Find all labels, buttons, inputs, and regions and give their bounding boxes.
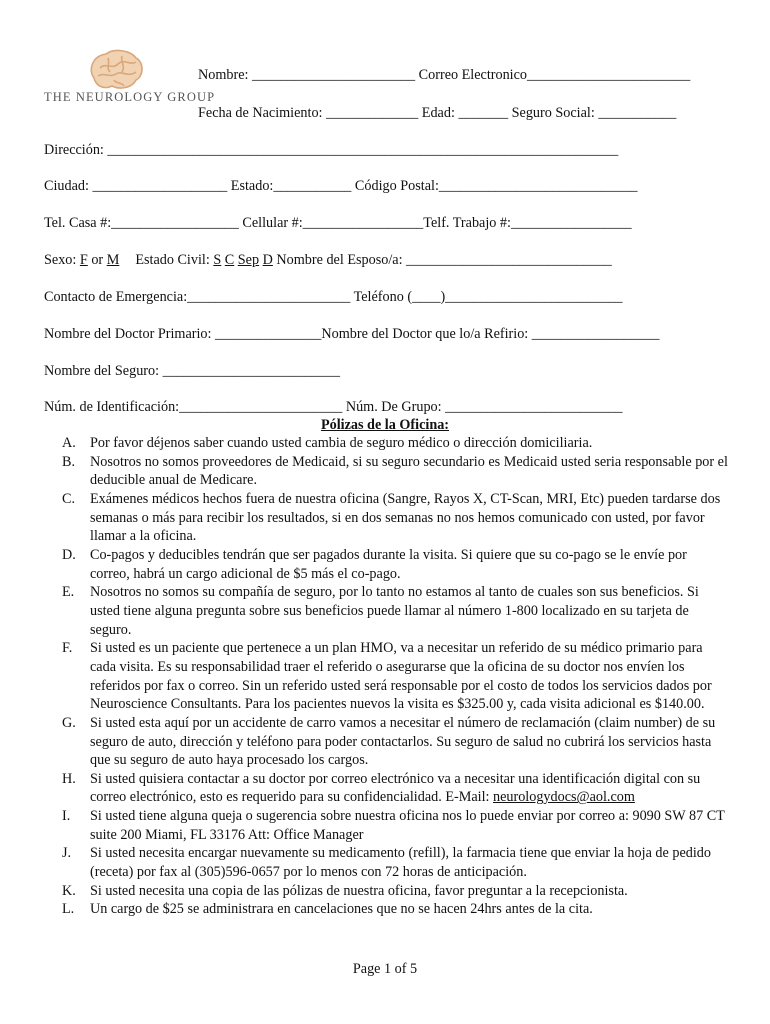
sex-option-f: F: [79, 252, 88, 268]
policy-text: Si usted tiene alguna queja o sugerencia sobre nuestra oficina nos lo puede enviar por correo a: 9090 SW 87 CT suite 200 Miami, FL 33176 Att: Office Manager: [90, 808, 725, 843]
policy-letter: C.: [62, 490, 76, 507]
city-state-zip-line: Ciudad: ___________________ Estado:___________ Código Postal:____________________________: [44, 178, 638, 194]
sex-marital-spouse-line: [44, 251, 612, 269]
policy-letter: D.: [62, 546, 76, 563]
policy-letter: G.: [62, 714, 76, 731]
birthdate-age-ssn-line: Fecha de Nacimiento: _____________ Edad: _______ Seguro Social: ___________: [198, 105, 677, 121]
policy-letter: L.: [62, 901, 75, 918]
address-line: Dirección: ________________________________________________________________________: [44, 142, 619, 158]
policy-text: Si usted necesita encargar nuevamente su medicamento (refill), la farmacia tiene que enviar la hoja de pedido (receta) por fax al (305)596-0657 por lo menos con 72 horas de anticipación.: [90, 845, 711, 881]
policy-item: [62, 844, 728, 881]
policy-text: Por favor déjenos saber cuando usted cambia de seguro médico o dirección domiciliaria.: [90, 435, 593, 451]
policy-letter: F.: [62, 640, 73, 657]
policy-letter: I.: [62, 808, 71, 825]
policy-item: [62, 770, 728, 807]
policy-letter: A.: [62, 435, 76, 451]
email-link[interactable]: neurologydocs@aol.com: [493, 789, 635, 806]
policy-text-wrapper: [90, 770, 728, 807]
phones-line: Tel. Casa #:__________________ Cellular #:_________________Telf. Trabajo #:_________________: [44, 215, 632, 231]
marital-option-sep: Sep: [237, 252, 260, 268]
brain-icon: [86, 48, 146, 92]
neurology-group-logo: [44, 48, 216, 110]
name-email-line: Nombre: _______________________ Correo Electronico_______________________: [198, 67, 691, 83]
policy-letter: K.: [62, 882, 76, 899]
marital-option-d: D: [262, 252, 273, 268]
policy-text: Si usted necesita una copia de las pólizas de nuestra oficina, favor preguntar a la recepcionista.: [90, 882, 628, 899]
policy-item: [62, 434, 728, 453]
policy-item: [62, 546, 728, 583]
logo-text: THE NEUROLOGY GROUP: [44, 90, 216, 104]
policy-text: Co-pagos y deducibles tendrán que ser pagados durante la visita. Si quiere que su co-pago se le envíe por correo, habrá un cargo adicional de $5 más el co-pago.: [90, 546, 687, 582]
policy-item: [62, 639, 728, 714]
policy-text: Si usted es un paciente que pertenece a un plan HMO, va a necesitar un referido de su médico primario para cada visita. Es su responsabilidad traer el referido o asegurarse que la oficina de su doctor nos envíen los referidos por fax o correo. Sin un referido usted será responsable por el costo de todos los servicios dados por Neuroscience Consultants. Para los pacientes nuevos la visita es $325.00 y, cada visita adicional es $140.00.: [90, 640, 712, 713]
policy-text: Nosotros no somos proveedores de Medicaid, si su seguro secundario es Medicaid usted seria responsable por el deducible anual de Medicare.: [90, 453, 728, 489]
policy-text: Si usted esta aquí por un accidente de carro vamos a necesitar el número de reclamación (claim number) de su seguro de auto, dirección y teléfono para poder contactarlos. Su seguro de salud no cubrirá los servicios hasta que su seguro de auto haya procesado los cargos.: [90, 714, 716, 769]
policy-text: Exámenes médicos hechos fuera de nuestra oficina (Sangre, Rayos X, CT-Scan, MRI, Etc) pueden tardarse dos semanas o más para recibir los resultados, si en dos semanas no nos hemos comunicado con usted, por favor llamar a la oficina.: [90, 490, 721, 545]
policy-item: [62, 453, 728, 490]
marital-label: Estado Civil:: [135, 252, 214, 268]
sex-label: Sexo:: [44, 252, 80, 268]
policy-item: [62, 583, 728, 639]
insurance-name-line: Nombre del Seguro: _________________________: [44, 363, 340, 379]
policy-text: Nosotros no somos su compañía de seguro, por lo tanto no estamos al tanto de cuales son sus beneficios. Si usted tiene alguna pregunta sobre sus beneficios puede llamar al número 1-800 localizado en su tarjeta de seguro.: [90, 584, 699, 638]
marital-option-s: S: [213, 252, 222, 268]
spouse-field: Nombre del Esposo/a: _____________________________: [272, 252, 612, 268]
policies-title: Pólizas de la Oficina:: [320, 417, 450, 433]
page-number: Page 1 of 5: [352, 961, 418, 977]
marital-option-c: C: [224, 252, 235, 268]
policy-item: [62, 882, 728, 901]
emergency-contact-line: Contacto de Emergencia:_______________________ Teléfono (____)_________________________: [44, 289, 623, 305]
policy-item: [62, 900, 728, 919]
sex-or: or: [87, 252, 107, 268]
policy-item: [62, 714, 728, 770]
policy-letter: H.: [62, 770, 76, 787]
policy-item: [62, 490, 728, 546]
policy-letter: B.: [62, 453, 76, 470]
policy-letter: E.: [62, 584, 75, 601]
policy-text: Si usted quisiera contactar a su doctor por correo electrónico va a necesitar una identificación digital con su correo electrónico, esto es requerido para su confidencialidad. E-Mail:: [90, 770, 701, 806]
policies-list: [62, 434, 728, 919]
doctors-line: Nombre del Doctor Primario: _______________Nombre del Doctor que lo/a Refirio: __________________: [44, 326, 660, 342]
policy-text: Un cargo de $25 se administrara en cancelaciones que no se hacen 24hrs antes de la cita.: [90, 901, 593, 918]
sex-option-m: M: [106, 252, 120, 268]
id-group-line: Núm. de Identificación:_______________________ Núm. De Grupo: _________________________: [44, 399, 623, 415]
policy-item: [62, 807, 728, 844]
policy-letter: J.: [62, 845, 72, 862]
